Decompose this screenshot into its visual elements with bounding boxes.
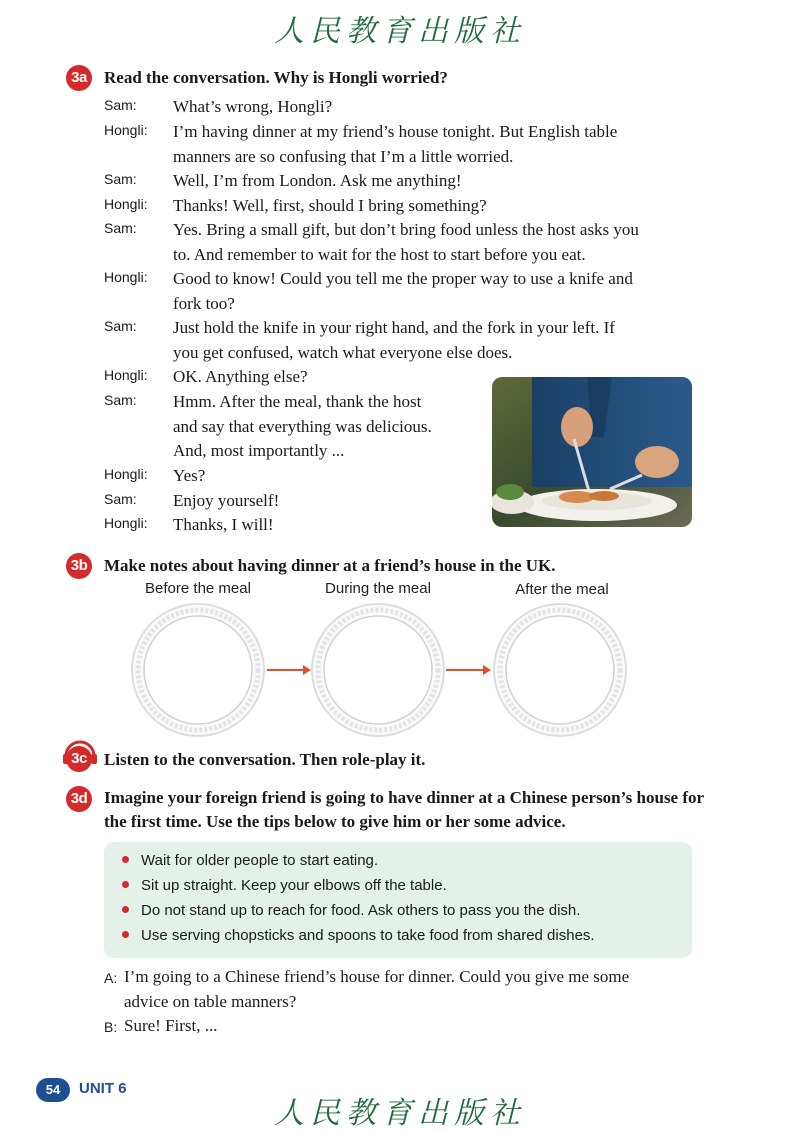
arrow-during-after [446, 665, 491, 675]
speaker-label: Sam: [104, 97, 137, 113]
speaker-label: Sam: [104, 171, 137, 187]
conversation-line: Yes? [173, 466, 206, 485]
publisher-watermark-bottom: 人民教育出版社 [274, 1096, 526, 1131]
dialogue-line: Sure! First, ... [124, 1016, 218, 1035]
dining-photo [492, 377, 692, 527]
tip-text: Use serving chopsticks and spoons to take food from shared dishes. [141, 927, 595, 944]
tip-item [122, 927, 595, 944]
tip-text: Do not stand up to reach for food. Ask others to pass you the dish. [141, 902, 581, 919]
task-3a-title: Read the conversation. Why is Hongli worried? [104, 68, 448, 87]
notes-plates-diagram [120, 600, 640, 740]
speaker-label: Hongli: [104, 196, 148, 212]
task-badge-3a: 3a [66, 65, 92, 91]
bullet-icon [122, 906, 129, 913]
conversation-line: OK. Anything else? [173, 367, 308, 386]
speaker-label: Hongli: [104, 515, 148, 531]
tips-box [104, 842, 692, 958]
conversation-line: Well, I’m from London. Ask me anything! [173, 171, 462, 190]
conversation-line: And, most importantly ... [173, 441, 345, 460]
bullet-icon [122, 856, 129, 863]
conversation-line: manners are so confusing that I’m a little worried. [173, 146, 514, 166]
plate-label-before: Before the meal [145, 580, 251, 597]
plate-label-after: After the meal [515, 581, 609, 598]
task-badge-3b: 3b [66, 553, 92, 579]
task-3d-title-line: Imagine your foreign friend is going to have dinner at a Chinese person’s house for [104, 788, 705, 807]
conversation-line: Yes. Bring a small gift, but don’t bring food unless the host asks you [173, 220, 639, 239]
task-badge-3c: 3c [66, 746, 92, 772]
speaker-label: Sam: [104, 491, 137, 507]
speaker-label: Hongli: [104, 269, 148, 285]
conversation-line: you get confused, watch what everyone else does. [173, 342, 513, 362]
publisher-watermark-top: 人民教育出版社 [274, 14, 526, 49]
speaker-label: Sam: [104, 318, 137, 334]
speaker-label: Sam: [104, 220, 137, 236]
dialogue-speaker-a: A: [104, 970, 118, 986]
conversation-line: Thanks! Well, first, should I bring something? [173, 196, 487, 215]
dialogue-line: I’m going to a Chinese friend’s house for dinner. Could you give me some [124, 967, 630, 986]
tip-item [122, 852, 378, 869]
task-3c-title: Listen to the conversation. Then role-play it. [104, 750, 426, 769]
tip-text: Wait for older people to start eating. [141, 852, 379, 869]
tip-text: Sit up straight. Keep your elbows off the table. [141, 877, 447, 894]
conversation-line: I’m having dinner at my friend’s house tonight. But English table [173, 122, 618, 141]
bullet-icon [122, 881, 129, 888]
conversation-line: Good to know! Could you tell me the proper way to use a knife and [173, 269, 633, 288]
plate-during[interactable] [312, 604, 444, 736]
task-3d-title-line: the first time. Use the tips below to give him or her some advice. [104, 812, 566, 831]
speaker-label: Hongli: [104, 367, 148, 383]
conversation-line: Thanks, I will! [173, 515, 274, 534]
task-badge-3d: 3d [66, 786, 92, 812]
task-3b-title: Make notes about having dinner at a friend’s house in the UK. [104, 556, 556, 575]
dialogue-line: advice on table manners? [124, 992, 297, 1011]
plate-before[interactable] [132, 604, 264, 736]
conversation-line: Enjoy yourself! [173, 491, 280, 510]
bullet-icon [122, 931, 129, 938]
unit-label: UNIT 6 [79, 1080, 127, 1097]
speaker-label: Hongli: [104, 122, 148, 138]
conversation-line: fork too? [173, 293, 235, 313]
tip-item [122, 877, 447, 894]
page-number: 54 [36, 1078, 70, 1102]
conversation-line: and say that everything was delicious. [173, 416, 432, 436]
plate-label-during: During the meal [325, 580, 431, 597]
arrow-before-during [267, 665, 311, 675]
conversation-line: What’s wrong, Hongli? [173, 97, 333, 116]
dialogue-speaker-b: B: [104, 1019, 118, 1035]
speaker-label: Hongli: [104, 466, 148, 482]
conversation-line: Just hold the knife in your right hand, and the fork in your left. If [173, 318, 615, 337]
speaker-label: Sam: [104, 392, 137, 408]
conversation-line: to. And remember to wait for the host to start before you eat. [173, 244, 586, 264]
tip-item [122, 902, 580, 919]
plate-after[interactable] [494, 604, 626, 736]
conversation-line: Hmm. After the meal, thank the host [173, 392, 422, 411]
